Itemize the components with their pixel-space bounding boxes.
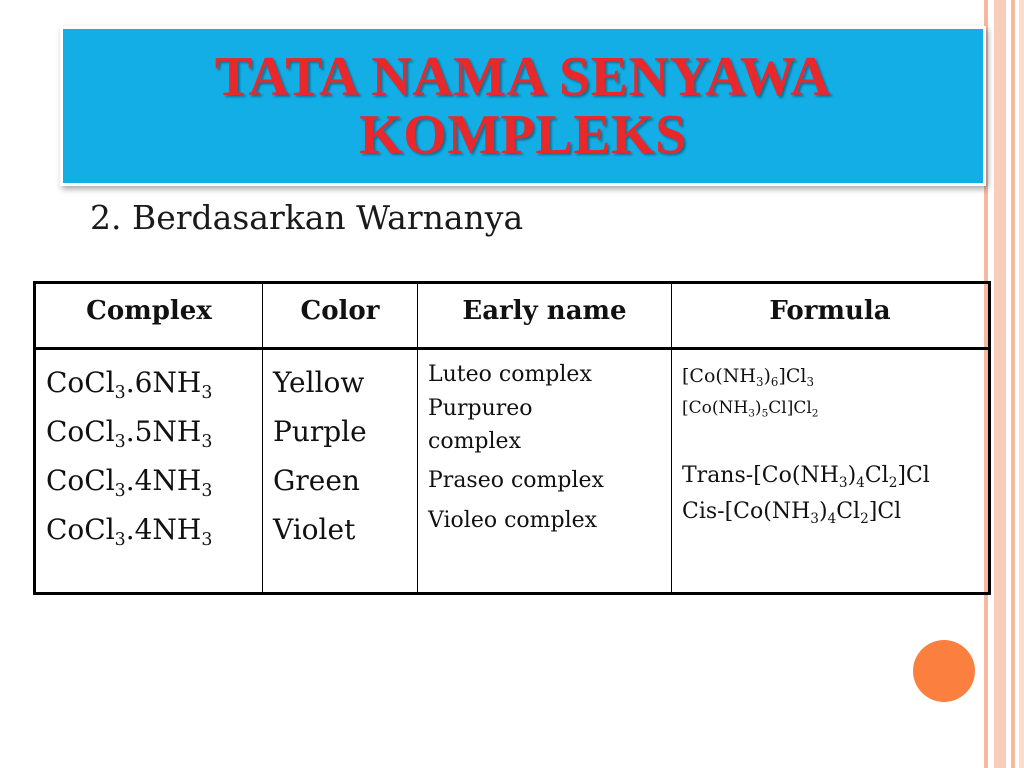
formula-item: Cis-$[Co(NH_3)_4Cl_2]Cl$ <box>682 499 902 527</box>
header-early-name: Early name <box>418 283 672 349</box>
complex-color-table <box>33 281 991 595</box>
complex-item: $CoCl_3.5NH_3$ <box>46 415 213 453</box>
header-color: Color <box>263 283 418 349</box>
page-title-line-1: TATA NAMA SENYAWA <box>214 46 832 108</box>
decorative-stripe <box>1019 0 1024 768</box>
early-name-item: Purpureo complex <box>428 396 533 454</box>
table-header-row <box>35 283 990 349</box>
color-item: Yellow <box>273 366 365 399</box>
formula-item: $[Co(NH_3)_5Cl]Cl_2$ <box>682 398 819 420</box>
color-cell <box>263 349 418 594</box>
header-complex: Complex <box>35 283 263 349</box>
complex-item: $CoCl_3.4NH_3$ <box>46 464 213 502</box>
early-name-item: Violeo complex <box>428 508 598 533</box>
table-row <box>35 349 990 594</box>
formula-item: $[Co(NH_3)_6]Cl_3$ <box>682 365 814 390</box>
early-name-item: Praseo complex <box>428 468 604 493</box>
early-name-item: Luteo complex <box>428 362 592 387</box>
color-item: Purple <box>273 415 367 448</box>
formula-cell <box>672 349 990 594</box>
formula-spacer <box>682 422 978 458</box>
header-formula: Formula <box>672 283 990 349</box>
formula-item: Trans-$[Co(NH_3)_4Cl_2]Cl$ <box>682 463 930 491</box>
title-banner <box>60 26 986 186</box>
page-title-line-2: KOMPLEKS <box>359 104 687 166</box>
section-subtitle: 2. Berdasarkan Warnanya <box>90 198 524 237</box>
complex-item: $CoCl_3.6NH_3$ <box>46 366 213 404</box>
color-item: Green <box>273 464 360 497</box>
decorative-stripe <box>1011 0 1015 768</box>
decorative-stripe <box>994 0 1006 768</box>
color-item: Violet <box>273 513 356 546</box>
complex-item: $CoCl_3.4NH_3$ <box>46 513 213 551</box>
complex-cell <box>35 349 263 594</box>
early-name-cell <box>418 349 672 594</box>
decorative-orange-circle <box>913 640 975 702</box>
